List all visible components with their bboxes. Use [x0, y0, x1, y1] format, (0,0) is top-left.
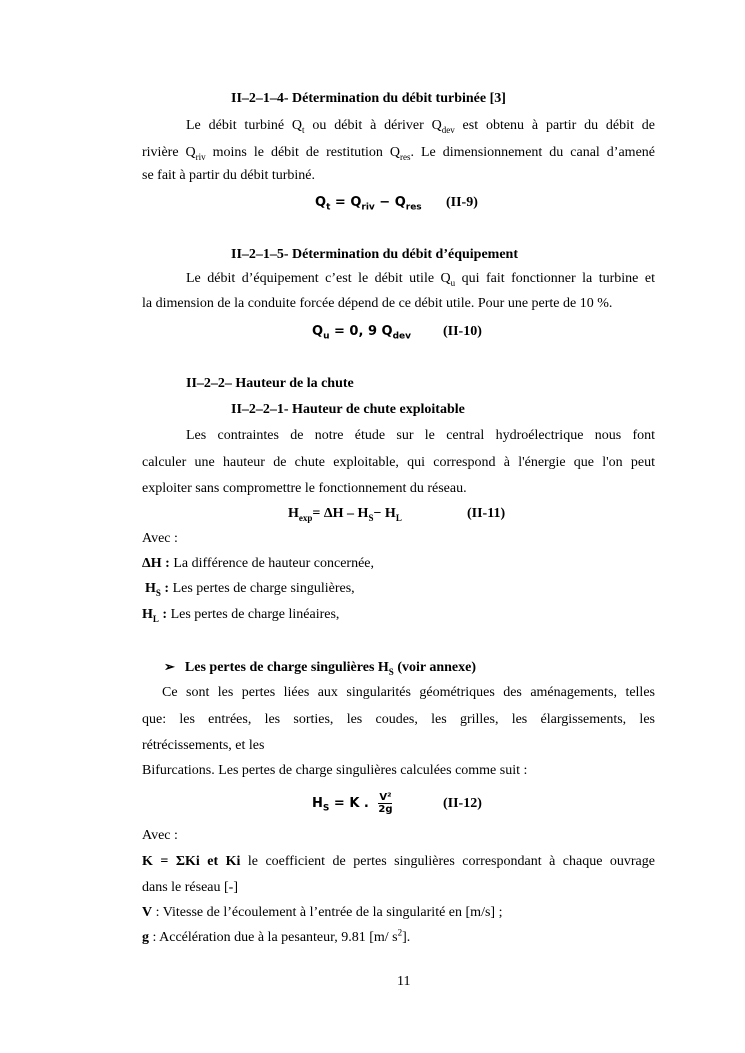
- equation-ii-11: $H_{exp}= \Delta H - H_S- H_L$: [288, 506, 402, 523]
- paragraph-line: Le débit d’équipement c’est le débit utile $Q_u$ qui fait fonctionner la turbine et: [186, 271, 655, 288]
- definition-v: V : Vitesse de l’écoulement à l’entrée de la singularité en [m/s] ;: [142, 905, 503, 920]
- equation-label: (II-12): [443, 796, 482, 811]
- definition-hl: $H_L$ : Les pertes de charge linéaires,: [142, 607, 340, 624]
- page-number: 11: [397, 974, 411, 989]
- definition-hs: $H_S$ : Les pertes de charge singulières,: [145, 581, 355, 598]
- paragraph-line: Les contraintes de notre étude sur le central hydroélectrique nous font: [186, 428, 655, 443]
- subheading-chute-exploitable: II–2–2–1- Hauteur de chute exploitable: [231, 402, 465, 417]
- paragraph-line: la dimension de la conduite forcée dépend de ce débit utile. Pour une perte de 10 %.: [142, 296, 613, 311]
- equation-ii-9: $Q_t = Q_{riv} - Q_{res}$: [315, 195, 422, 213]
- bullet-pertes-singulieres: ➢ Les pertes de charge singulières $H_S$ (voir annexe): [164, 659, 476, 677]
- definition-g: g : Accélération due à la pesanteur, 9.81 [m/ $s^2$].: [142, 927, 411, 945]
- paragraph-line: rétrécissements, et les: [142, 738, 265, 753]
- paragraph-line: dans le réseau [-]: [142, 880, 239, 895]
- avec-label: Avec :: [142, 828, 178, 843]
- equation-label: (II-11): [467, 506, 506, 521]
- equation-label: (II-10): [443, 324, 482, 339]
- paragraph-line: Bifurcations. Les pertes de charge singulières calculées comme suit :: [142, 763, 528, 778]
- equation-ii-10: $Q_u = 0$, 9 $Q_{dev}$: [312, 324, 411, 342]
- arrow-bullet-icon: ➢: [164, 659, 175, 674]
- heading-debit-equipement: II–2–1–5- Détermination du débit d’équipement: [231, 247, 519, 262]
- paragraph-line: que: les entrées, les sorties, les coudes, les grilles, les élargissements, les: [142, 712, 655, 727]
- paragraph-line: rivière $Q_{riv}$ moins le débit de restitution $Q_{res}$. Le dimensionnement du canal d’amené: [142, 145, 655, 162]
- equation-ii-12: $H_S = K$ . $\frac{\text{V²}}{2g}$: [312, 792, 393, 815]
- paragraph-line: calculer une hauteur de chute exploitable, qui correspond à l'énergie que l'on peut: [142, 455, 655, 470]
- fraction-v2-over-2g: $\frac{\text{V²}}{2g}$: [378, 792, 393, 815]
- avec-label: Avec :: [142, 531, 178, 546]
- heading-debit-turbine: II–2–1–4- Détermination du débit turbinée [3]: [231, 91, 506, 106]
- heading-hauteur-chute: II–2–2– Hauteur de la chute: [186, 376, 354, 391]
- equation-label: (II-9): [446, 195, 478, 210]
- paragraph-line: se fait à partir du débit turbiné.: [142, 168, 315, 183]
- definition-k: K = ΣKi et Ki le coefficient de pertes singulières correspondant à chaque ouvrage: [142, 854, 655, 869]
- paragraph-line: exploiter sans compromettre le fonctionnement du réseau.: [142, 481, 467, 496]
- paragraph-line: Ce sont les pertes liées aux singularités géométriques des aménagements, telles: [162, 685, 655, 700]
- definition-delta-h: ΔH : La différence de hauteur concernée,: [142, 556, 375, 571]
- paragraph-line: Le débit turbiné $Q_t$ ou débit à dériver $Q_{dev}$ est obtenu à partir du débit de: [186, 118, 655, 135]
